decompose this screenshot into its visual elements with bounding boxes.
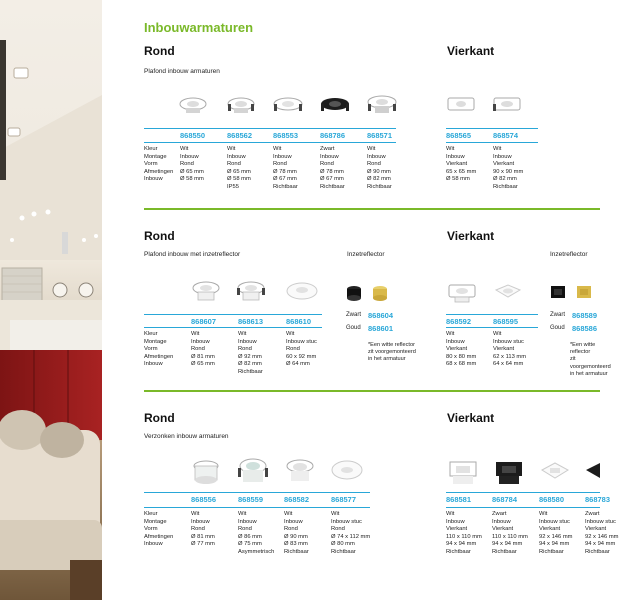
section1-subtitle: Plafond inbouw armaturen [144,68,220,75]
spec-block: Zwart Inbouw Rond Ø 78 mm Ø 67 mm Richtbaar [320,146,345,190]
lamp-868592-image [447,282,477,304]
section3-left-rule [144,492,370,493]
product-code: 868562 [227,131,253,140]
spec-block: Wit Inbouw Rond Ø 92 mm Ø 82 mm Richtbaar [238,331,263,375]
lamp-868613-image [236,280,266,304]
lamp-868574-image [492,96,522,116]
interior-photo [0,0,102,600]
lamp-868784-image [492,458,526,488]
product-code: 868592 [446,317,472,326]
section3-subtitle: Verzonken inbouw armaturen [144,433,229,440]
catalog-page [102,0,619,600]
section3-right-rule [446,492,600,493]
lamp-868550-image [178,96,208,116]
lamp-868571-image [366,94,398,116]
spec-block: Wit Inbouw Vierkant 80 x 80 mm 68 x 68 mm [446,331,477,368]
lamp-868610-image [285,280,319,304]
reflector-gold-square-image [576,284,592,302]
section2-left-rule2 [144,327,322,328]
section1-right-rule [446,128,538,129]
reflector-gold-image [372,284,388,302]
product-code: 868582 [284,495,310,504]
reflector-code: 868586 [572,324,598,333]
reflector-note: *Een witte reflector zit voorgemonteerd in het armatuur [570,342,611,377]
section2-left-heading: Rond [144,229,175,243]
spec-block: Wit Inbouw Vierkant 110 x 110 mm 94 x 94 mm Richtbaar [446,511,482,555]
lamp-868582-image [284,458,316,488]
reflector-color: Zwart [550,312,565,318]
product-code: 868581 [446,495,472,504]
lamp-868565-image [446,96,476,116]
spec-labels: Kleur Montage Vorm Afmetingen Inbouw [144,511,174,548]
product-code: 868553 [273,131,299,140]
product-code: 868580 [539,495,565,504]
spec-labels: Kleur Montage Vorm Afmetingen Inbouw [144,331,174,368]
spec-block: Wit Inbouw stuc Rond 60 x 92 mm Ø 64 mm [286,331,317,368]
product-code: 868559 [238,495,264,504]
lamp-868580-image [538,458,572,488]
reflector-color: Zwart [346,312,361,318]
spec-block: Wit Inbouw Rond Ø 78 mm Ø 67 mm Richtbaar [273,146,298,190]
spec-block: Wit Inbouw stuc Rond Ø 74 x 112 mm Ø 80 mm Richtbaar [331,511,371,555]
lamp-868556-image [190,458,222,488]
spec-block: Wit Inbouw Rond Ø 81 mm Ø 77 mm [191,511,215,548]
product-code: 868595 [493,317,519,326]
product-code: 868571 [367,131,393,140]
reflector-code: 868589 [572,311,598,320]
reflector-black-image [346,284,362,302]
reflector-code: 868604 [368,311,394,320]
lamp-868553-image [272,96,304,116]
product-code: 868565 [446,131,472,140]
reflector-color: Goud [550,325,565,331]
product-code: 868610 [286,317,312,326]
product-code: 868607 [191,317,217,326]
reflector-color: Goud [346,325,361,331]
spec-block: Wit Inbouw Rond Ø 81 mm Ø 65 mm [191,331,215,368]
product-code: 868556 [191,495,217,504]
section3-left-heading: Rond [144,411,175,425]
lamp-868786-image [319,96,351,116]
spec-block: Wit Inbouw Vierkant 65 x 65 mm Ø 58 mm [446,146,477,183]
lamp-868559-image [237,456,269,488]
lamp-868607-image [191,280,221,304]
product-code: 868550 [180,131,206,140]
page-title: Inbouwarmaturen [144,20,254,35]
section3-right-heading: Vierkant [447,411,495,425]
spec-block: Wit Inbouw stuc Vierkant 92 x 146 mm 94 x 94 mm Richtbaar [539,511,573,555]
product-code: 868786 [320,131,346,140]
section1-left-heading: Rond [144,44,175,58]
spec-block: Wit Inbouw Rond Ø 90 mm Ø 82 mm Richtbaar [367,146,392,190]
section2-subtitle: Plafond inbouw met inzetreflector [144,251,241,258]
spec-block: Wit Inbouw Vierkant 90 x 90 mm Ø 82 mm Richtbaar [493,146,524,190]
reflector-title: Inzetreflector [347,251,385,258]
spec-labels: Kleur Montage Vorm Afmetingen Inbouw [144,146,174,183]
section1-left-rule [144,128,396,129]
product-code: 868577 [331,495,357,504]
section1-right-heading: Vierkant [447,44,495,58]
section2-right-heading: Vierkant [447,229,495,243]
lamp-868577-image [330,458,364,486]
section2-right-rule2 [446,327,538,328]
section1-right-rule2 [446,142,538,143]
lamp-868783-image [584,458,600,488]
reflector-title: Inzetreflector [550,251,588,258]
section3-right-rule2 [446,507,600,508]
lamp-868581-image [446,458,480,488]
spec-block: Wit Inbouw Rond Ø 65 mm Ø 58 mm IP55 [227,146,251,190]
lamp-868595-image [492,282,524,304]
product-code: 868613 [238,317,264,326]
product-code: 868784 [492,495,518,504]
lamp-868562-image [226,96,256,116]
spec-block: Wit Inbouw Rond Ø 65 mm Ø 58 mm [180,146,204,183]
reflector-black-square-image [550,284,566,302]
section2-right-rule [446,314,538,315]
section-divider [144,390,600,392]
spec-block: Zwart Inbouw Vierkant 110 x 110 mm 94 x 94 mm Richtbaar [492,511,528,555]
reflector-code: 868601 [368,324,394,333]
section3-left-rule2 [144,507,370,508]
spec-block: Zwart Inbouw stuc Vierkant 92 x 146 mm 94 x 94 mm Richtbaar [585,511,619,555]
spec-block: Wit Inbouw Rond Ø 86 mm Ø 75 mm Asymmetrisch [238,511,275,555]
section1-left-rule2 [144,142,396,143]
section-divider [144,208,600,210]
product-code: 868783 [585,495,611,504]
section2-left-rule [144,314,322,315]
spec-block: Wit Inbouw Rond Ø 90 mm Ø 83 mm Richtbaar [284,511,309,555]
reflector-note: *Een witte reflector zit voorgemonteerd in het armatuur [368,342,416,363]
product-code: 868574 [493,131,519,140]
spec-block: Wit Inbouw stuc Vierkant 62 x 113 mm 64 x 64 mm [493,331,527,368]
